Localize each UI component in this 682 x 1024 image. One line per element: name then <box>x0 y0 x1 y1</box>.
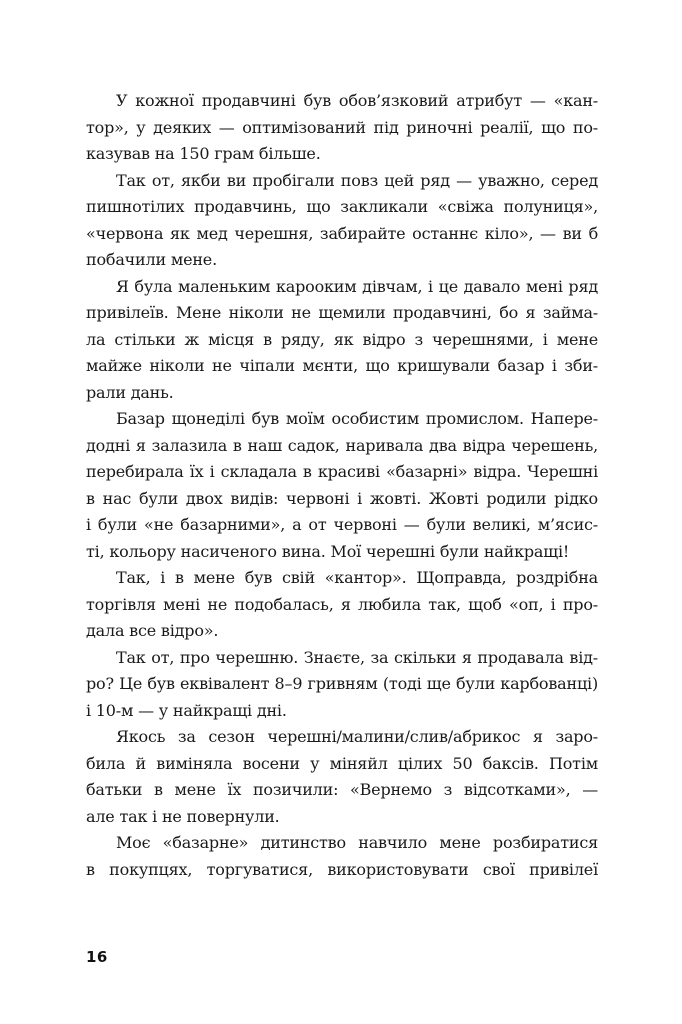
text-line: пишнотілих продавчинь, що закликали «свіжа полуниця», <box>86 197 598 216</box>
text-line: дала все відро». <box>86 621 219 640</box>
text-line: і 10-м — у найкращі дні. <box>86 700 287 720</box>
text-line: ро? Це був еквівалент 8–9 гривням (тоді ще були карбованці) <box>86 674 598 693</box>
text-line: тор», у деяких — оптимізований під риночні реалії, що по- <box>86 117 598 137</box>
paragraph <box>86 88 598 168</box>
text-line: казував на 150 грам більше. <box>86 144 321 163</box>
text-line: Так от, якби ви пробігали повз цей ряд — уважно, серед <box>116 170 598 190</box>
text-line: майже ніколи не чіпали мєнти, що кришували базар і зби- <box>86 356 598 375</box>
text-line: в нас були двох видів: червоні і жовті. Жовті родили рідко <box>86 488 598 508</box>
paragraph <box>86 724 598 830</box>
text-line: рали дань. <box>86 382 174 402</box>
book-page-text <box>86 88 598 883</box>
text-line: додні я залазила в наш садок, наривала два відра черешень, <box>86 435 598 455</box>
paragraph <box>86 406 598 565</box>
text-line: побачили мене. <box>86 250 217 269</box>
text-line: «червона як мед черешня, забирайте останнє кіло», — ви б <box>86 223 598 243</box>
text-line: в покупцях, торгуватися, використовувати свої привілеї <box>86 859 598 879</box>
text-line: Базар щонеділі був моїм особистим промислом. Напере- <box>116 409 598 428</box>
text-line: била й виміняла восени у міняйл цілих 50 баксів. Потім <box>86 753 598 773</box>
paragraph <box>86 565 598 645</box>
text-line: і були «не базарними», а от червоні — були великі, м’ясис- <box>86 515 598 534</box>
text-line: але так і не повернули. <box>86 806 280 826</box>
text-line: торгівля мені не подобалась, я любила так, щоб «оп, і про- <box>86 594 598 614</box>
text-line: Так, і в мене був свій «кантор». Щоправда, роздрібна <box>116 568 598 587</box>
paragraph <box>86 645 598 725</box>
text-line: ті, кольору насиченого вина. Мої черешні були найкращі! <box>86 541 570 561</box>
body-text <box>86 88 598 883</box>
text-line: Моє «базарне» дитинство навчило мене розбиратися <box>116 833 598 852</box>
text-line: Якось за сезон черешні/малини/слив/абрикос я заро- <box>116 727 598 746</box>
text-line: Так от, про черешню. Знаєте, за скільки я продавала від- <box>116 647 598 667</box>
paragraph <box>86 274 598 407</box>
paragraph <box>86 168 598 274</box>
text-line: привілеїв. Мене ніколи не щемили продавчині, бо я займа- <box>86 303 598 322</box>
text-line: ла стільки ж місця в ряду, як відро з черешнями, і мене <box>86 329 598 349</box>
text-line: перебирала їх і складала в красиві «базарні» відра. Черешні <box>86 462 598 481</box>
paragraph <box>86 830 598 883</box>
text-line: Я була маленьким карооким дівчам, і це давало мені ряд <box>116 276 598 296</box>
text-line: У кожної продавчині був обов’язковий атрибут — «кан- <box>116 91 598 110</box>
text-line: батьки в мене їх позичили: «Вернемо з відсотками», — <box>86 780 598 799</box>
page-number: 16 <box>86 948 108 966</box>
